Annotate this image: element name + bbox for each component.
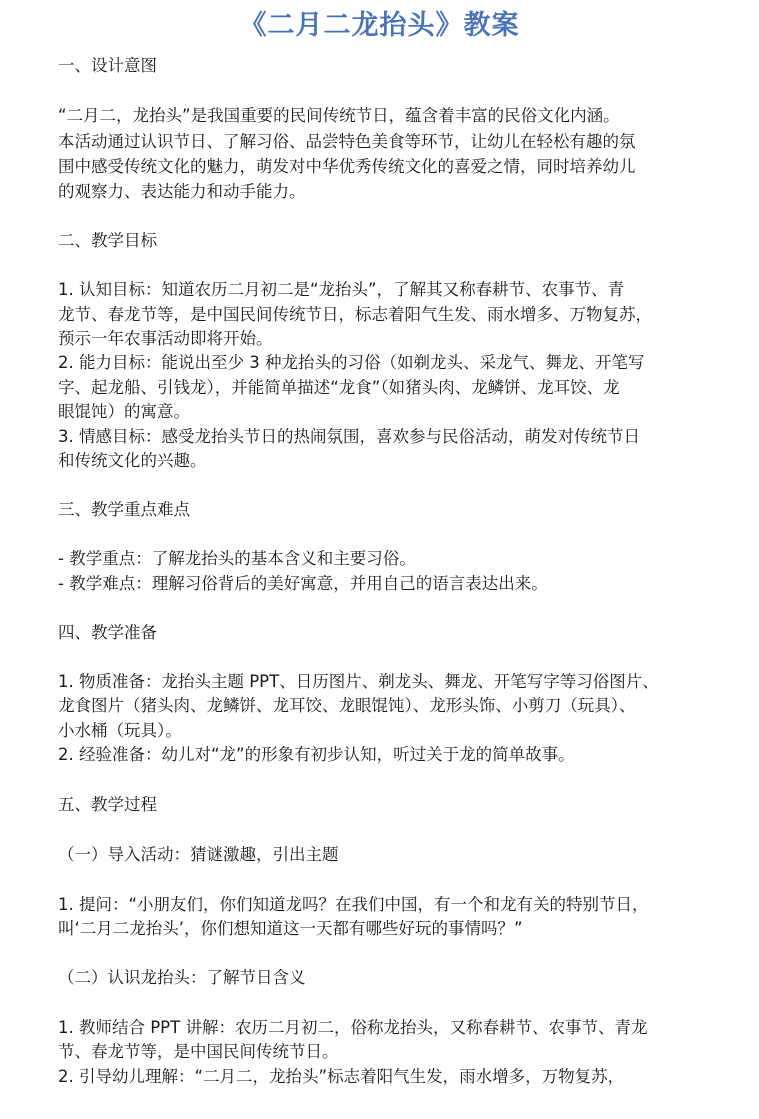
document-title: 《二月二龙抬头》教案 — [239, 10, 520, 41]
subsection-heading-understanding: （二）认识龙抬头：了解节日含义 — [58, 968, 306, 987]
paragraph-line: 龙食图片（猪头肉、龙鳞饼、龙耳饺、龙眼馄饨）、龙形头饰、小剪刀（玩具）、 — [58, 696, 636, 715]
section-heading-design-intent: 一、设计意图 — [58, 56, 157, 75]
list-item: - 教学难点：理解习俗背后的美好寓意，并用自己的语言表达出来。 — [58, 574, 548, 593]
paragraph-line: 的观察力、表达能力和动手能力。 — [58, 182, 306, 201]
paragraph-line: 小水桶（玩具）。 — [58, 721, 182, 740]
paragraph-line: 1. 教师结合 PPT 讲解：农历二月初二，俗称龙抬头，又称春耕节、农事节、青龙 — [58, 1018, 648, 1037]
paragraph-line: 预示一年农事活动即将开始。 — [58, 329, 273, 348]
paragraph-line: 1. 认知目标：知道农历二月初二是“龙抬头”，了解其又称春耕节、农事节、青 — [58, 280, 625, 299]
paragraph-line: 和传统文化的兴趣。 — [58, 451, 207, 470]
list-item: - 教学重点：了解龙抬头的基本含义和主要习俗。 — [58, 549, 416, 568]
paragraph-line: 2. 引导幼儿理解：“二月二，龙抬头”标志着阳气生发，雨水增多，万物复苏， — [58, 1067, 625, 1086]
paragraph-line: 本活动通过认识节日、了解习俗、品尝特色美食等环节，让幼儿在轻松有趣的氛 — [58, 132, 636, 151]
paragraph-line: 眼馄饨）的寓意。 — [58, 402, 190, 421]
paragraph-line: 节、春龙节等，是中国民间传统节日。 — [58, 1042, 339, 1061]
paragraph-line: 1. 提问：“小朋友们，你们知道龙吗？在我们中国，有一个和龙有关的特别节日， — [58, 895, 649, 914]
paragraph-line: 1. 物质准备：龙抬头主题 PPT、日历图片、剃龙头、舞龙、开笔写字等习俗图片、 — [58, 672, 659, 691]
paragraph-line: 叫‘二月二龙抬头’，你们想知道这一天都有哪些好玩的事情吗？” — [58, 919, 523, 938]
paragraph-line: 字、起龙船、引钱龙），并能简单描述“龙食”（如猪头肉、龙鳞饼、龙耳饺、龙 — [58, 378, 620, 397]
paragraph-line: 2. 经验准备：幼儿对“龙”的形象有初步认知，听过关于龙的简单故事。 — [58, 745, 575, 764]
section-heading-process: 五、教学过程 — [58, 795, 157, 814]
section-heading-preparation: 四、教学准备 — [58, 623, 157, 642]
paragraph-line: 龙节、春龙节等，是中国民间传统节日，标志着阳气生发、雨水增多、万物复苏， — [58, 305, 652, 324]
paragraph-line: 围中感受传统文化的魅力，萌发对中华优秀传统文化的喜爱之情，同时培养幼儿 — [58, 157, 636, 176]
section-heading-teaching-goals: 二、教学目标 — [58, 231, 157, 250]
section-heading-key-points: 三、教学重点难点 — [58, 500, 190, 519]
paragraph-line: “二月二，龙抬头”是我国重要的民间传统节日，蕴含着丰富的民俗文化内涵。 — [58, 106, 620, 125]
paragraph-line: 3. 情感目标：感受龙抬头节日的热闹氛围，喜欢参与民俗活动，萌发对传统节日 — [58, 427, 640, 446]
subsection-heading-intro: （一）导入活动：猜谜激趣，引出主题 — [58, 845, 339, 864]
paragraph-line: 2. 能力目标：能说出至少 3 种龙抬头的习俗（如剃龙头、采龙气、舞龙、开笔写 — [58, 353, 645, 372]
